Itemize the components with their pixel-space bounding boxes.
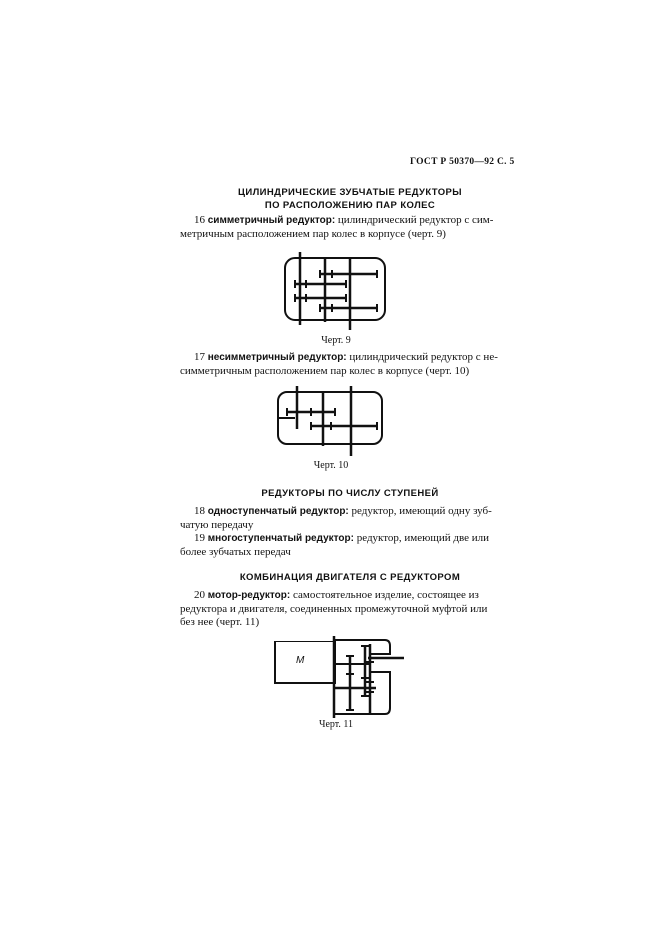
term-definition: редуктор, имеющий две или bbox=[356, 532, 489, 544]
term-18 bbox=[180, 505, 520, 532]
figure-11-motor-block bbox=[274, 641, 334, 683]
term-definition: самостоятельное изделие, состоящее из bbox=[292, 589, 479, 601]
term-number: 20 bbox=[194, 589, 205, 601]
motor-label: М bbox=[296, 655, 305, 666]
term-definition: редуктор, имеющий одну зуб- bbox=[351, 505, 492, 517]
term-definition: цилиндрический редуктор с сим- bbox=[337, 214, 494, 226]
figure-10-asymmetric-gearbox bbox=[275, 384, 387, 456]
section-title-motor bbox=[180, 571, 520, 584]
term-number: 16 bbox=[194, 214, 205, 226]
figure-10-caption: Черт. 10 bbox=[313, 460, 349, 471]
section-title-line: ЦИЛИНДРИЧЕСКИЕ ЗУБЧАТЫЕ РЕДУКТОРЫ bbox=[238, 187, 462, 198]
running-header: ГОСТ Р 50370—92 С. 5 bbox=[410, 157, 515, 167]
term-19 bbox=[180, 532, 520, 559]
term-definition: симметричным расположением пар колес в корпусе (черт. 10) bbox=[180, 364, 470, 377]
figure-11-motor-reducer bbox=[330, 636, 410, 718]
term-16 bbox=[180, 214, 520, 241]
term-definition: редуктора и двигателя, соединенных промежуточной муфтой или bbox=[180, 602, 488, 615]
term-name: одноступенчатый редуктор: bbox=[207, 506, 349, 517]
term-name: несимметричный редуктор: bbox=[207, 352, 347, 363]
term-number: 17 bbox=[194, 351, 205, 363]
term-name: мотор-редуктор: bbox=[207, 590, 291, 601]
section-title-line: РЕДУКТОРЫ ПО ЧИСЛУ СТУПЕНЕЙ bbox=[261, 488, 439, 499]
figure-9-caption: Черт. 9 bbox=[321, 335, 351, 346]
term-number: 19 bbox=[194, 532, 205, 544]
section-title-stages bbox=[180, 487, 520, 500]
term-definition: более зубчатых передач bbox=[180, 545, 291, 558]
term-definition: метричным расположением пар колес в корпусе (черт. 9) bbox=[180, 227, 446, 240]
term-number: 18 bbox=[194, 505, 205, 517]
section-title-line: КОМБИНАЦИЯ ДВИГАТЕЛЯ С РЕДУКТОРОМ bbox=[239, 572, 461, 583]
figure-11-caption: Черт. 11 bbox=[318, 719, 354, 730]
term-17 bbox=[180, 351, 520, 378]
figure-9-symmetric-gearbox bbox=[280, 250, 390, 330]
term-name: симметричный редуктор: bbox=[207, 215, 336, 226]
term-definition: цилиндрический редуктор с не- bbox=[349, 351, 498, 363]
term-definition: без нее (черт. 11) bbox=[180, 616, 260, 628]
section-title-cylindrical bbox=[180, 186, 520, 212]
section-title-line: ПО РАСПОЛОЖЕНИЮ ПАР КОЛЕС bbox=[264, 200, 436, 211]
term-20 bbox=[180, 589, 520, 630]
term-definition: чатую передачу bbox=[180, 518, 254, 531]
term-name: многоступенчатый редуктор: bbox=[207, 533, 354, 544]
